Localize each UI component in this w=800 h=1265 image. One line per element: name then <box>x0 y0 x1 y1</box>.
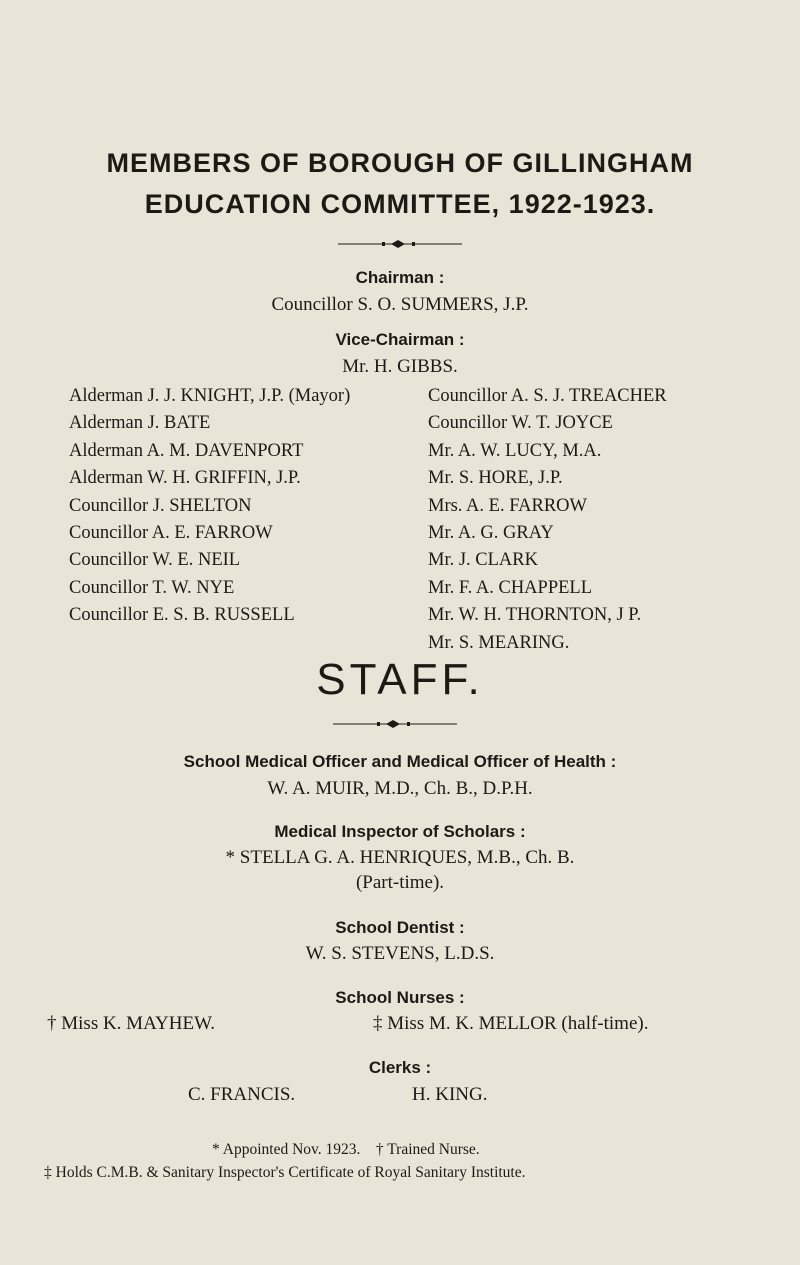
member-left: Councillor E. S. B. RUSSELL <box>69 605 295 626</box>
nurse-mellor: ‡ Miss M. K. MELLOR (half-time). <box>373 1013 649 1034</box>
member-right: Councillor A. S. J. TREACHER <box>428 386 667 406</box>
member-left: Alderman W. H. GRIFFIN, J.P. <box>69 468 301 489</box>
member-left: Alderman A. M. DAVENPORT <box>69 440 304 461</box>
ornament-divider-staff <box>333 718 457 730</box>
vice-chairman-name: Mr. H. GIBBS. <box>342 356 458 377</box>
member-right: Mr. F. A. CHAPPELL <box>428 577 593 598</box>
member-right: Mr. W. H. THORNTON, J P. <box>428 605 642 626</box>
member-right: Mrs. A. E. FARROW <box>428 495 587 516</box>
school-dentist-heading: School Dentist : <box>335 918 465 937</box>
school-nurses-heading: School Nurses : <box>335 988 465 1007</box>
chairman-name: Councillor S. O. SUMMERS, J.P. <box>271 294 529 315</box>
school-medical-officer-name: W. A. MUIR, M.D., Ch. B., D.P.H. <box>267 778 533 799</box>
member-right: Mr. A. G. GRAY <box>428 523 554 544</box>
footnote-line-1: * Appointed Nov. 1923. † Trained Nurse. <box>212 1141 480 1158</box>
chairman-heading: Chairman : <box>355 268 445 287</box>
nurse-mayhew: † Miss K. MAYHEW. <box>47 1013 216 1034</box>
members-right-column <box>428 383 667 657</box>
staff-heading: STAFF. <box>316 655 484 704</box>
member-right: Mr. J. CLARK <box>428 550 538 571</box>
member-left: Councillor T. W. NYE <box>69 577 235 598</box>
member-right: Mr. A. W. LUCY, M.A. <box>428 440 602 461</box>
clerks-heading: Clerks : <box>368 1058 432 1077</box>
clerk-francis: C. FRANCIS. <box>188 1084 296 1105</box>
member-right: Councillor W. T. JOYCE <box>428 413 613 434</box>
clerk-king: H. KING. <box>412 1084 488 1105</box>
title-line-1: MEMBERS OF BOROUGH OF GILLINGHAM <box>106 148 694 178</box>
medical-inspector-name: * STELLA G. A. HENRIQUES, M.B., Ch. B. <box>225 847 575 868</box>
title-line-2: EDUCATION COMMITTEE, 1922-1923. <box>144 189 656 219</box>
member-left: Councillor A. E. FARROW <box>69 523 273 544</box>
member-left: Alderman J. J. KNIGHT, J.P. (Mayor) <box>69 386 351 406</box>
members-left-column <box>69 383 350 630</box>
medical-inspector-note: (Part-time). <box>355 872 445 893</box>
member-right: Mr. S. MEARING. <box>428 632 570 653</box>
school-dentist-name: W. S. STEVENS, L.D.S. <box>305 943 495 964</box>
member-right: Mr. S. HORE, J.P. <box>428 468 563 489</box>
footnote-line-2: ‡ Holds C.M.B. & Sanitary Inspector's Certificate of Royal Sanitary Institute. <box>44 1164 526 1181</box>
member-left: Alderman J. BATE <box>69 413 211 434</box>
vice-chairman-heading: Vice-Chairman : <box>335 330 465 349</box>
medical-inspector-heading: Medical Inspector of Scholars : <box>274 822 526 841</box>
ornament-divider-top <box>338 238 462 250</box>
school-medical-officer-heading: School Medical Officer and Medical Officer of Health : <box>183 752 617 771</box>
member-left: Councillor W. E. NEIL <box>69 550 241 571</box>
member-left: Councillor J. SHELTON <box>69 495 252 516</box>
